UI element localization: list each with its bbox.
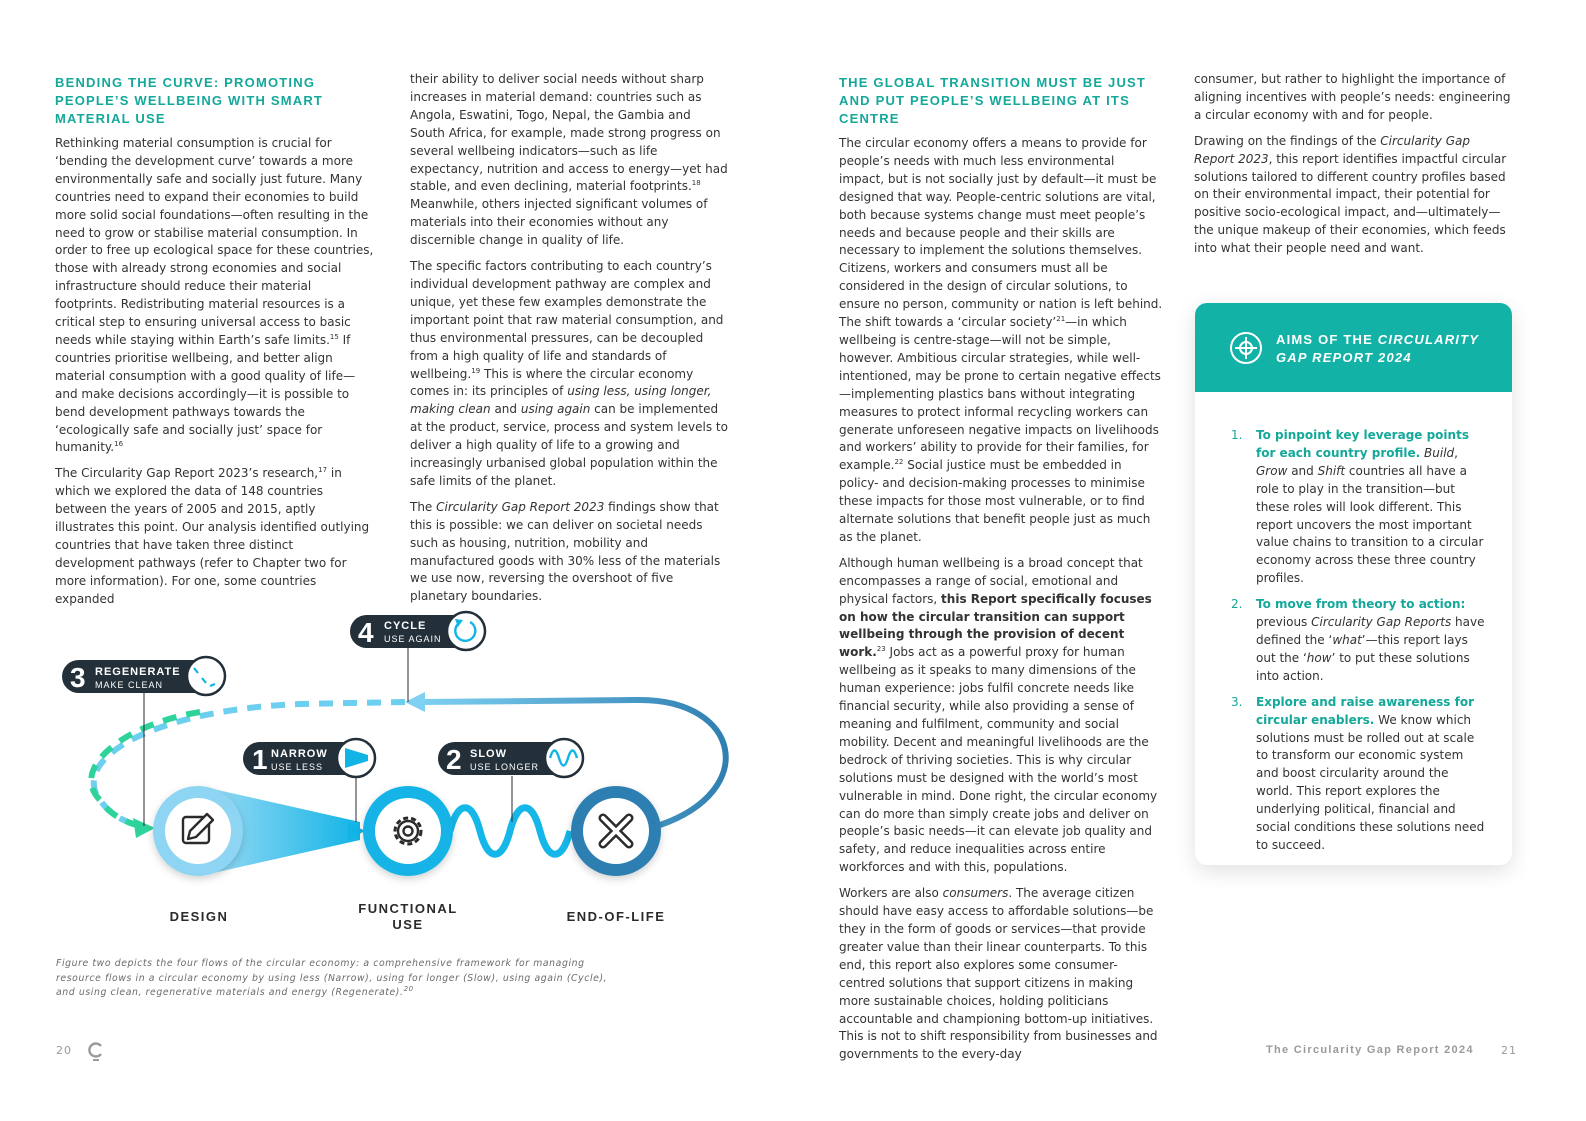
stage-label-functional: FUNCTIONAL <box>358 901 458 916</box>
paragraph: their ability to deliver social needs without sharp increases in material demand: countries such as Angola, Eswatini, Togo, Nepal, the Gambia and South Africa, for example, made strong progress on several wellbeing indicators—such as life expectancy, nutrition and access to energy—yet had stable, and even declining, material footprints.$^{18}$ Meanwhile, others injected significant volumes of materials into their economies without any discernible change in quality of life. <box>410 72 728 248</box>
badge-subtitle: USE AGAIN <box>384 634 442 644</box>
slow-wave <box>450 808 570 855</box>
paragraph: consumer, but rather to highlight the importance of aligning incentives with people’s needs: engineering a circular economy with and for people. <box>1194 72 1511 122</box>
badge-number: 4 <box>358 617 374 648</box>
target-icon <box>1229 331 1263 365</box>
aims-list <box>1231 427 1486 863</box>
badge-subtitle: MAKE CLEAN <box>95 680 164 690</box>
aims-header <box>1195 303 1512 392</box>
badge-title: SLOW <box>470 748 507 760</box>
regenerate-badge <box>62 657 225 695</box>
paragraph: The circular economy offers a means to provide for people’s needs with much less environmental impact, but is not socially just by default—it must be designed that way. People-centric solutions are vital, both because systems change must meet people’s needs and because people and their skills are necessary to implement the solutions themselves. Citizens, workers and consumers must all be considered in the design of circular solutions, to ensure no person, community or nation is left behind. The shift towards a ‘circular society’$^{21}$—in which wellbeing is centre-stage—will not be simple, however. Ambitious circular strategies, while well-intentioned, may be prone to certain negative effects—implementing plastics bans without integrating measures to protect informal recycling workers can generate unforeseen negative impacts on livelihoods and workers’ ability to provide for their families, for example.$^{22}$ Social justice must be embedded in policy- and decision-making processes to minimise these impacts for those most vulnerable, or to find alternate solutions that benefit people just as much as the planet. <box>839 136 1163 544</box>
left-column-2 <box>410 71 728 614</box>
right-column-3 <box>839 74 1163 1072</box>
aims-box <box>1195 303 1512 865</box>
slow-badge <box>438 739 583 777</box>
paragraph: Although human wellbeing is a broad concept that encompasses a range of social, emotional and physical factors, this Report specifically focuses on how the circular transition can support wellbeing through the provision of decent work.$^{23}$ Jobs act as a powerful proxy for human wellbeing as it speaks to many dimensions of the human experience: jobs fulfil concrete needs like financial security, while also providing a sense of meaning and fulfilment, community and social mobility. Decent and meaningful livelihoods are the bedrock of thriving societies. This is why circular solutions must be designed with the world’s most vulnerable in mind. Done right, the circular economy can do more than simply create jobs and deliver on people’s basic needs—it can elevate job quality and safety, and reduce inequalities across entire workforces and with this, populations. <box>839 555 1158 875</box>
circular-flows-diagram <box>0 590 780 950</box>
badge-number: 3 <box>70 662 86 693</box>
stage-label-design: DESIGN <box>169 909 229 924</box>
paragraph: Rethinking material consumption is crucial for ‘bending the development curve’ towards a more environmentally safe and socially just future. Many countries need to expand their economies to build more solid social foundations—often resulting in the need to grow or stabilise material consumption. In order to free up ecological space for these countries, those with already strong economies and social infrastructure should reduce their material footprints. Redistributing material resources is a critical step to ensuring universal access to basic needs while staying within Earth’s safe limits.$^{15}$ If countries prioritise wellbeing, and better align material consumption with a good quality of life—and make decisions accordingly—it is possible to bend development pathways towards the ‘ecologically safe and socially just’ space for humanity.$^{16}$ <box>55 136 374 455</box>
narrow-badge <box>243 739 375 777</box>
aim-item: 2. To move from theory to action: previous Circularity Gap Reports have defined the ‘what’—this report lays out the ‘how’ to put these solutions into action. <box>1231 597 1485 683</box>
aims-title: AIMS OF THE CIRCULARITY GAP REPORT 2024 <box>1276 332 1479 365</box>
paragraph: The Circularity Gap Report 2023’s research,$^{17}$ in which we explored the data of 148 countries between the years of 2005 and 2015, aptly illustrates this point. Our analysis identified outlying countries that have taken three distinct development pathways (refer to Chapter two for more information). For one, some countries expanded <box>55 466 370 606</box>
badge-number: 2 <box>446 744 462 775</box>
paragraph: The specific factors contributing to each country’s individual development pathway are complex and unique, yet these few examples demonstrate the important point that raw material consumption, and thus environmental pressures, can be decoupled from a high quality of life and standards of wellbeing.$^{19}$ This is where the circular economy comes in: its principles of using less, using longer, making clean and using again can be implemented at the product, service, process and system levels to deliver a high quality of life to a growing and increasingly urbanised global population within the safe limits of the planet. <box>410 259 728 488</box>
logo-icon <box>88 1042 104 1062</box>
section-heading-global-transition: THE GLOBAL TRANSITION MUST BE JUST AND PUT PEOPLE’S WELLBEING AT ITS CENTRE <box>839 75 1147 126</box>
badge-subtitle: USE LONGER <box>470 762 540 772</box>
paragraph: Drawing on the findings of the Circularity Gap Report 2023, this report identifies impactful circular solutions tailored to different country profiles based on their environmental impact, their potential for positive socio-ecological impact, and—ultimately—the unique makeup of their economies, which feeds into what their people need and want. <box>1194 133 1507 256</box>
stage-label-use: USE <box>392 917 424 932</box>
paragraph: Workers are also consumers. The average citizen should have easy access to affordable solutions—be they in the form of goods or services—that provide greater value than their linear counterparts. To this end, this report also explores some consumer-centred solutions that support citizens in making more sustainable choices, holding politicians accountable and championing bottom-up initiatives. This is not to shift responsibility from businesses and governments to the every-day <box>839 886 1158 1062</box>
figure-caption: Figure two depicts the four flows of the circular economy: a comprehensive framework for managing resource flows in a circular economy by using less (Narrow), using for longer (Slow), using again (Cycle), and using clean, regenerative materials and energy (Regenerate).$^{20}$ <box>56 958 608 998</box>
badge-title: REGENERATE <box>95 666 181 678</box>
aim-item: 1. To pinpoint key leverage points for each country profile. Build, Grow and Shift countries all have a role to play in the transition—but these roles will look different. This report uncovers the most important value chains to transition to a circular economy across these three country profiles. <box>1231 428 1484 586</box>
section-heading-bending-the-curve: BENDING THE CURVE: PROMOTING PEOPLE’S WELLBEING WITH SMART MATERIAL USE <box>55 75 324 126</box>
stage-label-end-of-life: END-OF-LIFE <box>566 909 666 924</box>
functional-use-stage <box>363 786 453 876</box>
paragraph: The Circularity Gap Report 2023 findings show that this is possible: we can deliver on societal needs such as housing, nutrition, mobility and manufactured goods with 30% less of the materials we use now, reversing the overshoot of five planetary boundaries. <box>410 499 721 604</box>
badge-title: NARROW <box>271 748 328 760</box>
footer-report-title: The Circularity Gap Report 2024 <box>1266 1044 1474 1056</box>
page-number-left: 20 <box>56 1044 72 1057</box>
left-column-1 <box>55 74 375 617</box>
badge-number: 1 <box>252 744 268 775</box>
badge-subtitle: USE LESS <box>271 762 324 772</box>
page-number-right: 21 <box>1501 1044 1517 1057</box>
aim-item: 3. Explore and raise awareness for circular enablers. We know which solutions must be rolled out at scale to transform our economic system and boost circularity around the world. This report explores the underlying political, financial and social conditions these solutions need to succeed. <box>1231 694 1485 852</box>
cycle-badge <box>350 612 485 650</box>
right-column-4 <box>1194 71 1512 266</box>
badge-title: CYCLE <box>384 620 427 632</box>
